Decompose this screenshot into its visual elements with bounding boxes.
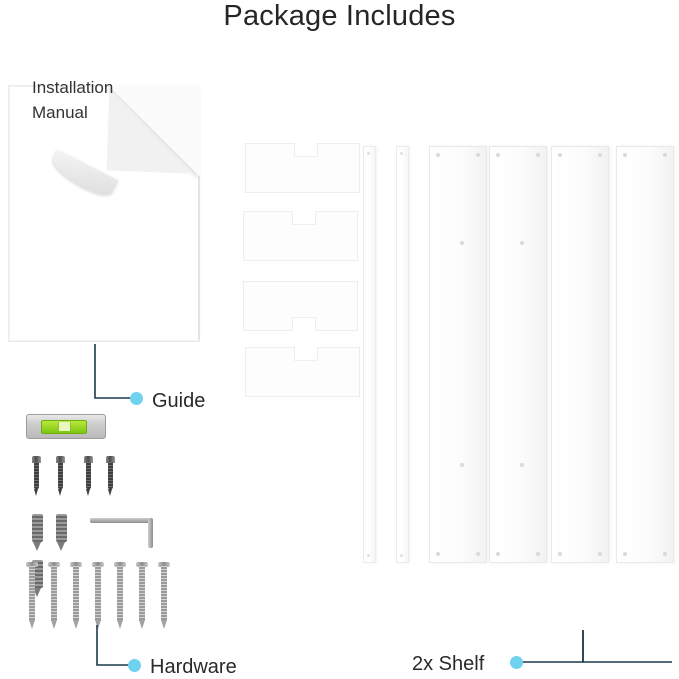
- manual-label-line1: Installation: [32, 78, 114, 97]
- hardware-callout-dot: [128, 659, 141, 672]
- page-title: Package Includes: [223, 0, 456, 32]
- guide-callout-dot: [130, 392, 143, 405]
- guide-callout-label: Guide: [152, 390, 206, 412]
- shelf-leader: [520, 630, 583, 662]
- manual-label-line2: Manual: [32, 103, 88, 122]
- shelf-leader-right: [583, 630, 672, 662]
- hardware-callout-label: Hardware: [150, 656, 237, 678]
- guide-leader: [95, 344, 135, 398]
- shelf-callout-dot: [510, 656, 523, 669]
- shelf-callout-label: 2x Shelf: [412, 653, 485, 675]
- hardware-leader: [97, 625, 133, 665]
